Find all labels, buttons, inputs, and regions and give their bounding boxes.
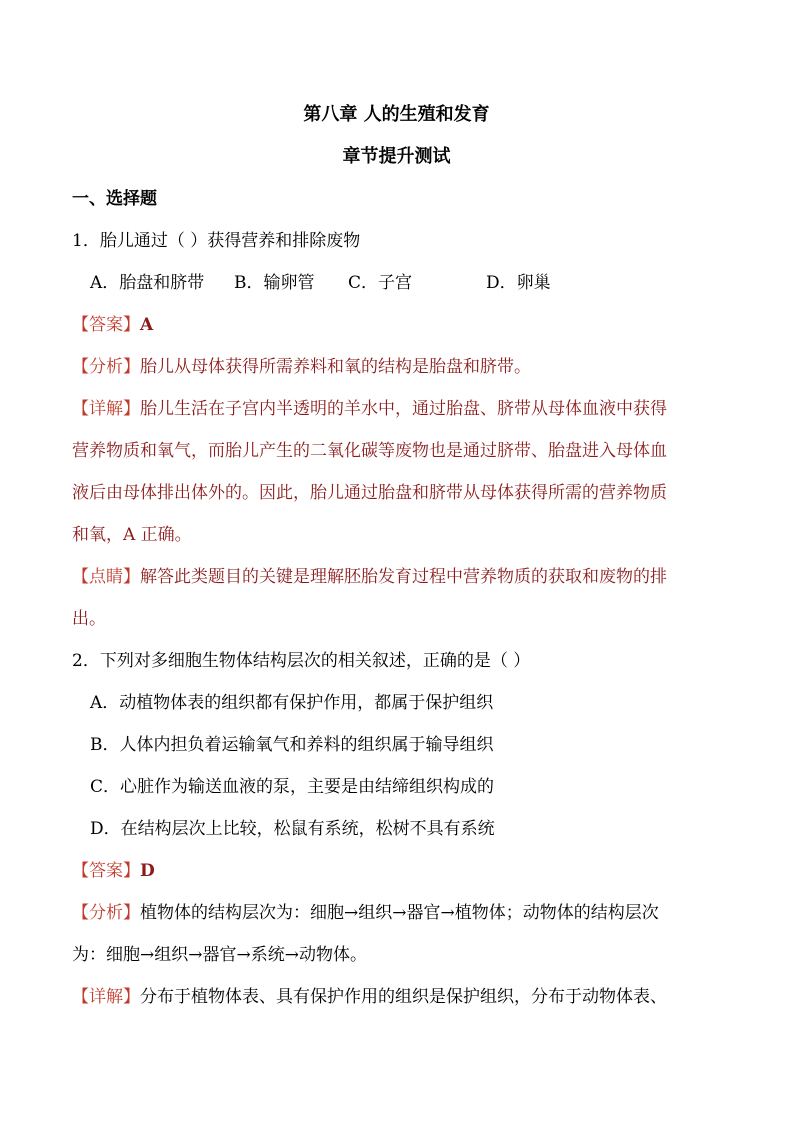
question-2-option-d: D．在结构层次上比较，松鼠有系统，松树不具有系统	[90, 819, 495, 839]
section-heading: 一、选择题	[72, 189, 157, 209]
question-1-detail-line-1	[72, 397, 742, 421]
analysis-tag: 【分析】	[72, 357, 140, 377]
analysis-text: 胎儿从母体获得所需养料和氧的结构是胎盘和脐带。	[140, 357, 531, 377]
detail-tag: 【详解】	[72, 987, 140, 1007]
answer-value: D	[140, 861, 155, 881]
question-1-stem: 1．胎儿通过（ ）获得营养和排除废物	[72, 231, 361, 251]
question-1-analysis	[72, 355, 742, 379]
question-1-comment-line-2: 出。	[72, 609, 106, 629]
question-2-option-b: B．人体内担负着运输氧气和养料的组织属于输导组织	[90, 735, 494, 755]
question-2-stem: 2．下列对多细胞生物体结构层次的相关叙述，正确的是（ ）	[72, 651, 531, 671]
question-1-detail-line-3: 液后由母体排出体外的。因此，胎儿通过胎盘和脐带从母体获得所需的营养物质	[72, 483, 667, 503]
detail-tag: 【详解】	[72, 399, 140, 419]
question-2-option-a: A．动植物体表的组织都有保护作用，都属于保护组织	[90, 693, 494, 713]
option-b: B．输卵管	[234, 273, 315, 293]
chapter-title: 第八章 人的生殖和发育	[303, 104, 490, 125]
answer-value: A	[140, 315, 154, 335]
comment-tag: 【点睛】	[72, 567, 140, 587]
answer-tag: 【答案】	[72, 861, 140, 881]
analysis-text: 植物体的结构层次为：细胞→组织→器官→植物体；动物体的结构层次	[140, 903, 659, 923]
question-1-detail-line-2: 营养物质和氧气，而胎儿产生的二氧化碳等废物也是通过脐带、胎盘进入母体血	[72, 441, 667, 461]
option-c: C．子宫	[348, 273, 413, 293]
answer-tag: 【答案】	[72, 315, 140, 335]
question-2-detail-line-1	[72, 985, 742, 1009]
section-subtitle: 章节提升测试	[342, 146, 451, 167]
option-a: A．胎盘和脐带	[90, 273, 205, 293]
analysis-tag: 【分析】	[72, 903, 140, 923]
question-1-detail-line-4: 和氧，A 正确。	[72, 525, 192, 545]
question-2-option-c: C．心脏作为输送血液的泵，主要是由结缔组织构成的	[90, 777, 495, 797]
detail-text: 胎儿生活在子宫内半透明的羊水中，通过胎盘、脐带从母体血液中获得	[140, 399, 667, 419]
option-d: D．卵巢	[486, 273, 551, 293]
question-2-answer	[72, 859, 742, 883]
comment-text: 解答此类题目的关键是理解胚胎发育过程中营养物质的获取和废物的排	[140, 567, 667, 587]
question-2-analysis-line-1	[72, 901, 742, 925]
question-1-options	[90, 271, 760, 295]
detail-text: 分布于植物体表、具有保护作用的组织是保护组织，分布于动物体表、	[140, 987, 667, 1007]
question-1-comment-line-1	[72, 565, 742, 589]
question-2-analysis-line-2: 为：细胞→组织→器官→系统→动物体。	[72, 945, 367, 965]
question-1-answer	[72, 313, 742, 337]
